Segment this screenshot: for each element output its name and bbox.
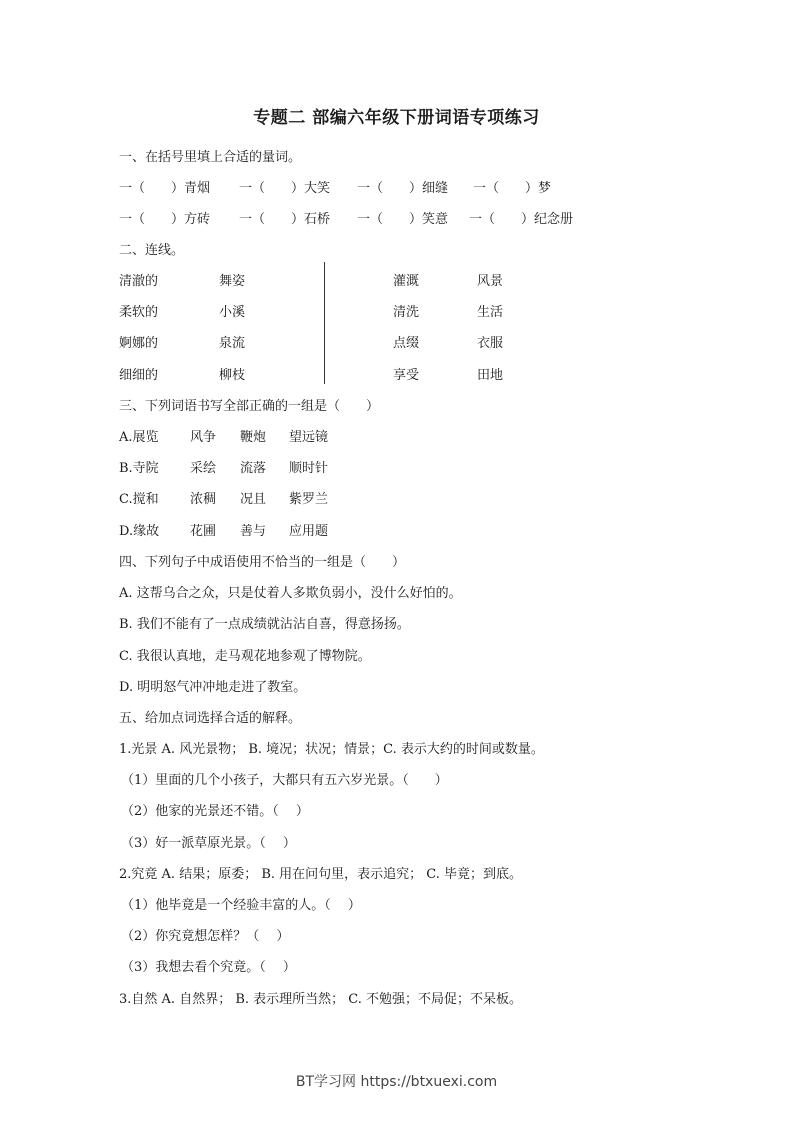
match-word: 舞姿 [219, 274, 246, 289]
match-word: 生活 [477, 305, 504, 320]
sub-question: （1）他毕竟是一个经验丰富的人。（ ） [121, 898, 361, 913]
choice-word: 善与 [240, 524, 267, 539]
choice-word: 花圃 [190, 524, 217, 539]
match-word: 柳枝 [219, 368, 246, 383]
choice-word: 风争 [190, 430, 217, 445]
word-definition: 1.光景 A. 风光景物； B. 境况；状况；情景；C. 表示大约的时间或数量。 [119, 742, 544, 757]
page-title: 专题二 部编六年级下册词语专项练习 [253, 108, 540, 128]
choice-word: 顺时针 [289, 461, 329, 476]
sub-question: （3）好一派草原光景。（ ） [121, 836, 296, 851]
blank-item: 一（ ）青烟 [119, 181, 211, 196]
choice-word: 鞭炮 [240, 430, 267, 445]
sub-question: （2）他家的光景还不错。（ ） [121, 804, 309, 819]
option-sentence: B. 我们不能有了一点成绩就沾沾自喜，得意扬扬。 [119, 617, 410, 632]
match-word: 田地 [477, 368, 504, 383]
blank-item: 一（ ）大笑 [239, 181, 331, 196]
choice-word: C.搅和 [119, 492, 159, 507]
word-definition: 2.究竟 A. 结果；原委； B. 用在问句里，表示追究； C. 毕竟；到底。 [119, 867, 523, 882]
match-word: 婀娜的 [119, 336, 159, 351]
match-word: 柔软的 [119, 305, 159, 320]
sub-question: （2）你究竟想怎样？（ ） [121, 929, 290, 944]
match-word: 风景 [477, 274, 504, 289]
blank-item: 一（ ）梦 [473, 181, 552, 196]
choice-word: 应用题 [289, 524, 329, 539]
match-word: 享受 [393, 368, 420, 383]
blank-item: 一（ ）方砖 [119, 212, 211, 227]
match-word: 灌溉 [393, 274, 420, 289]
choice-word: 采绘 [190, 461, 217, 476]
match-word: 泉流 [219, 336, 246, 351]
choice-word: 浓稠 [190, 492, 217, 507]
blank-item: 一（ ）纪念册 [469, 212, 574, 227]
choice-word: 况且 [240, 492, 267, 507]
section4-heading: 四、下列句子中成语使用不恰当的一组是（ ） [119, 555, 406, 570]
column-divider [324, 262, 325, 384]
option-sentence: C. 我很认真地，走马观花地参观了博物院。 [119, 649, 371, 664]
match-word: 衣服 [477, 336, 504, 351]
choice-word: A.展览 [119, 430, 159, 445]
blank-item: 一（ ）细缝 [357, 181, 449, 196]
sub-question: （1）里面的几个小孩子，大都只有五六岁光景。（ ） [121, 773, 448, 788]
choice-word: 紫罗兰 [289, 492, 329, 507]
match-word: 清澈的 [119, 274, 159, 289]
section3-heading: 三、下列词语书写全部正确的一组是（ ） [119, 399, 380, 414]
word-definition: 3.自然 A. 自然界； B. 表示理所当然； C. 不勉强；不局促；不呆板。 [119, 992, 523, 1007]
section1-heading: 一、在括号里填上合适的量词。 [119, 150, 302, 165]
match-word: 细细的 [119, 368, 159, 383]
blank-item: 一（ ）石桥 [239, 212, 331, 227]
section5-heading: 五、给加点词选择合适的解释。 [119, 711, 302, 726]
section2-heading: 二、连线。 [119, 243, 185, 258]
match-word: 点缀 [393, 336, 420, 351]
choice-word: 流落 [240, 461, 267, 476]
match-word: 小溪 [219, 305, 246, 320]
blank-item: 一（ ）笑意 [357, 212, 449, 227]
option-sentence: D. 明明怒气冲冲地走进了教室。 [119, 680, 307, 695]
option-sentence: A. 这帮乌合之众，只是仗着人多欺负弱小，没什么好怕的。 [119, 586, 462, 601]
choice-word: 望远镜 [289, 430, 329, 445]
choice-word: D.缘故 [119, 524, 160, 539]
choice-word: B.寺院 [119, 461, 159, 476]
match-word: 清洗 [393, 305, 420, 320]
footer-watermark: BT学习网 https://btxuexi.com [295, 1074, 498, 1090]
sub-question: （3）我想去看个究竟。（ ） [121, 960, 296, 975]
